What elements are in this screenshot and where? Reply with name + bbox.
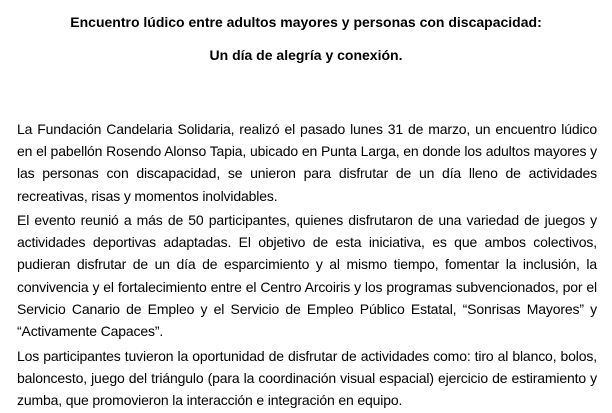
document-title-line-2: Un día de alegría y conexión. — [209, 47, 403, 63]
body-paragraph-1: La Fundación Candelaria Solidaria, realizó el pasado lunes 31 de marzo, un encuentro lúdico en el pabellón Rosendo Alonso Tapia, ubicado en Punta Larga, en donde los adultos mayores y las personas con discapacidad, se unieron para disfrutar de un día lleno de actividades recreativas, risas y momentos inolvidables. — [17, 121, 597, 204]
body-paragraph-2: El evento reunió a más de 50 participantes, quienes disfrutaron de una variedad de juegos y actividades deportivas adaptadas. El objetivo de esta iniciativa, es que ambos colectivos, pudieran disfrutar de un día de esparcimiento y al mismo tiempo, fomentar la inclusión, la convivencia y el fortalecimiento entre el Centro Arcoiris y los programas subvencionados, por el Servicio Canario de Empleo y el Servicio de Empleo Público Estatal, “Sonrisas Mayores” y “Activamente Capaces”. — [17, 212, 597, 340]
body-paragraph-3: Los participantes tuvieron la oportunidad de disfrutar de actividades como: tiro al blanco, bolos, baloncesto, juego del triángulo (para la coordinación visual espacial) ejercicio de estiramiento y zumba, que promovieron la interacción e integración en equipo. — [17, 348, 597, 409]
document-title-line-1: Encuentro lúdico entre adultos mayores y personas con discapacidad: — [70, 14, 542, 30]
